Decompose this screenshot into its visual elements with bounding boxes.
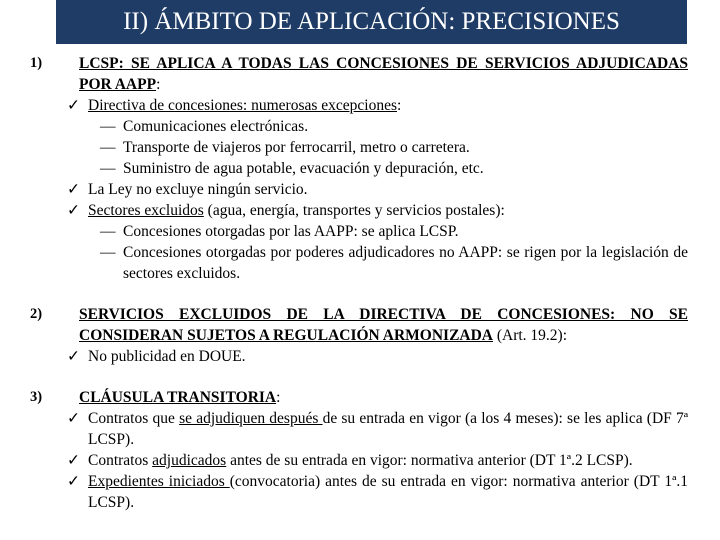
section-heading — [79, 304, 688, 346]
dash-icon: — — [100, 118, 116, 135]
check-mark-icon: ✓ — [67, 410, 80, 427]
section-heading — [79, 53, 688, 95]
slide-title: II) ÁMBITO DE APLICACIÓN: PRECISIONES — [56, 0, 687, 44]
dash-icon: — — [100, 160, 116, 177]
slide-content — [30, 53, 688, 513]
item-text: de su entrada en vigor (a los 4 meses): se les aplica (DF 7ª LCSP). — [88, 410, 688, 448]
heading-tail: (Art. 19.2): — [492, 327, 568, 344]
item-text: Contratos — [88, 452, 153, 469]
check-item — [30, 408, 688, 450]
heading-underlined: LCSP: SE APLICA A TODAS LAS CONCESIONES DE SERVICIOS ADJUDICADAS POR AAPP — [79, 55, 688, 93]
section-number: 3) — [30, 389, 43, 405]
dash-icon: — — [100, 244, 116, 261]
section-1-items — [30, 95, 688, 284]
check-item — [30, 450, 688, 471]
item-text: Transporte de viajeros por ferrocarril, metro o carretera. — [123, 139, 470, 156]
heading-underlined: SERVICIOS EXCLUIDOS DE LA DIRECTIVA DE CONCESIONES: NO SE CONSIDERAN SUJETOS A REGULACIÓN ARMONIZADA — [79, 306, 688, 344]
section-number: 1) — [30, 55, 43, 71]
check-item — [30, 95, 688, 116]
item-text: Suministro de agua potable, evacuación y depuración, etc. — [123, 160, 484, 177]
item-text: No publicidad en DOUE. — [88, 348, 246, 365]
item-text: Contratos que — [88, 410, 180, 427]
item-underlined: Sectores excluidos — [88, 202, 204, 219]
check-mark-icon: ✓ — [67, 473, 80, 490]
heading-tail: : — [276, 389, 281, 406]
dash-item — [30, 137, 688, 158]
check-item — [30, 200, 688, 221]
item-text: (agua, energía, transportes y servicios postales): — [203, 202, 505, 219]
section-number: 2) — [30, 306, 43, 322]
check-item — [30, 179, 688, 200]
check-mark-icon: ✓ — [67, 181, 80, 198]
check-mark-icon: ✓ — [67, 202, 80, 219]
check-mark-icon: ✓ — [67, 452, 80, 469]
dash-item — [30, 242, 688, 284]
check-mark-icon: ✓ — [67, 97, 80, 114]
item-text: Concesiones otorgadas por poderes adjudicadores no AAPP: se rigen por la legislación de sectores excluidos. — [123, 244, 688, 282]
item-underlined: se adjudiquen después — [179, 410, 323, 427]
section-1 — [30, 53, 688, 95]
check-mark-icon: ✓ — [67, 348, 80, 365]
spacer — [30, 367, 688, 387]
dash-item — [30, 116, 688, 137]
section-2-items — [30, 346, 688, 367]
item-text: La Ley no excluye ningún servicio. — [88, 181, 308, 198]
item-text: (convocatoria) antes de su entrada en vigor: normativa anterior (DT 1ª.1 LCSP). — [88, 473, 688, 511]
spacer — [30, 284, 688, 304]
dash-icon: — — [100, 223, 116, 240]
section-2 — [30, 304, 688, 346]
section-body — [79, 304, 688, 346]
heading-tail: : — [156, 76, 161, 93]
section-body — [79, 387, 688, 408]
item-underlined: Expedientes iniciados — [88, 473, 230, 490]
section-3 — [30, 387, 688, 408]
dash-icon: — — [100, 139, 116, 156]
item-underlined: adjudicados — [152, 452, 227, 469]
section-3-items — [30, 408, 688, 513]
check-item — [30, 346, 688, 367]
item-underlined: Directiva de concesiones: numerosas excepciones — [88, 97, 398, 114]
section-heading — [79, 387, 688, 408]
check-item — [30, 471, 688, 513]
dash-item — [30, 221, 688, 242]
item-text: antes de su entrada en vigor: normativa anterior (DT 1ª.2 LCSP). — [226, 452, 633, 469]
section-body — [79, 53, 688, 95]
item-text: Concesiones otorgadas por las AAPP: se aplica LCSP. — [123, 223, 459, 240]
dash-item — [30, 158, 688, 179]
item-text: : — [397, 97, 402, 114]
item-text: Comunicaciones electrónicas. — [123, 118, 309, 135]
heading-underlined: CLÁUSULA TRANSITORIA — [79, 389, 277, 406]
